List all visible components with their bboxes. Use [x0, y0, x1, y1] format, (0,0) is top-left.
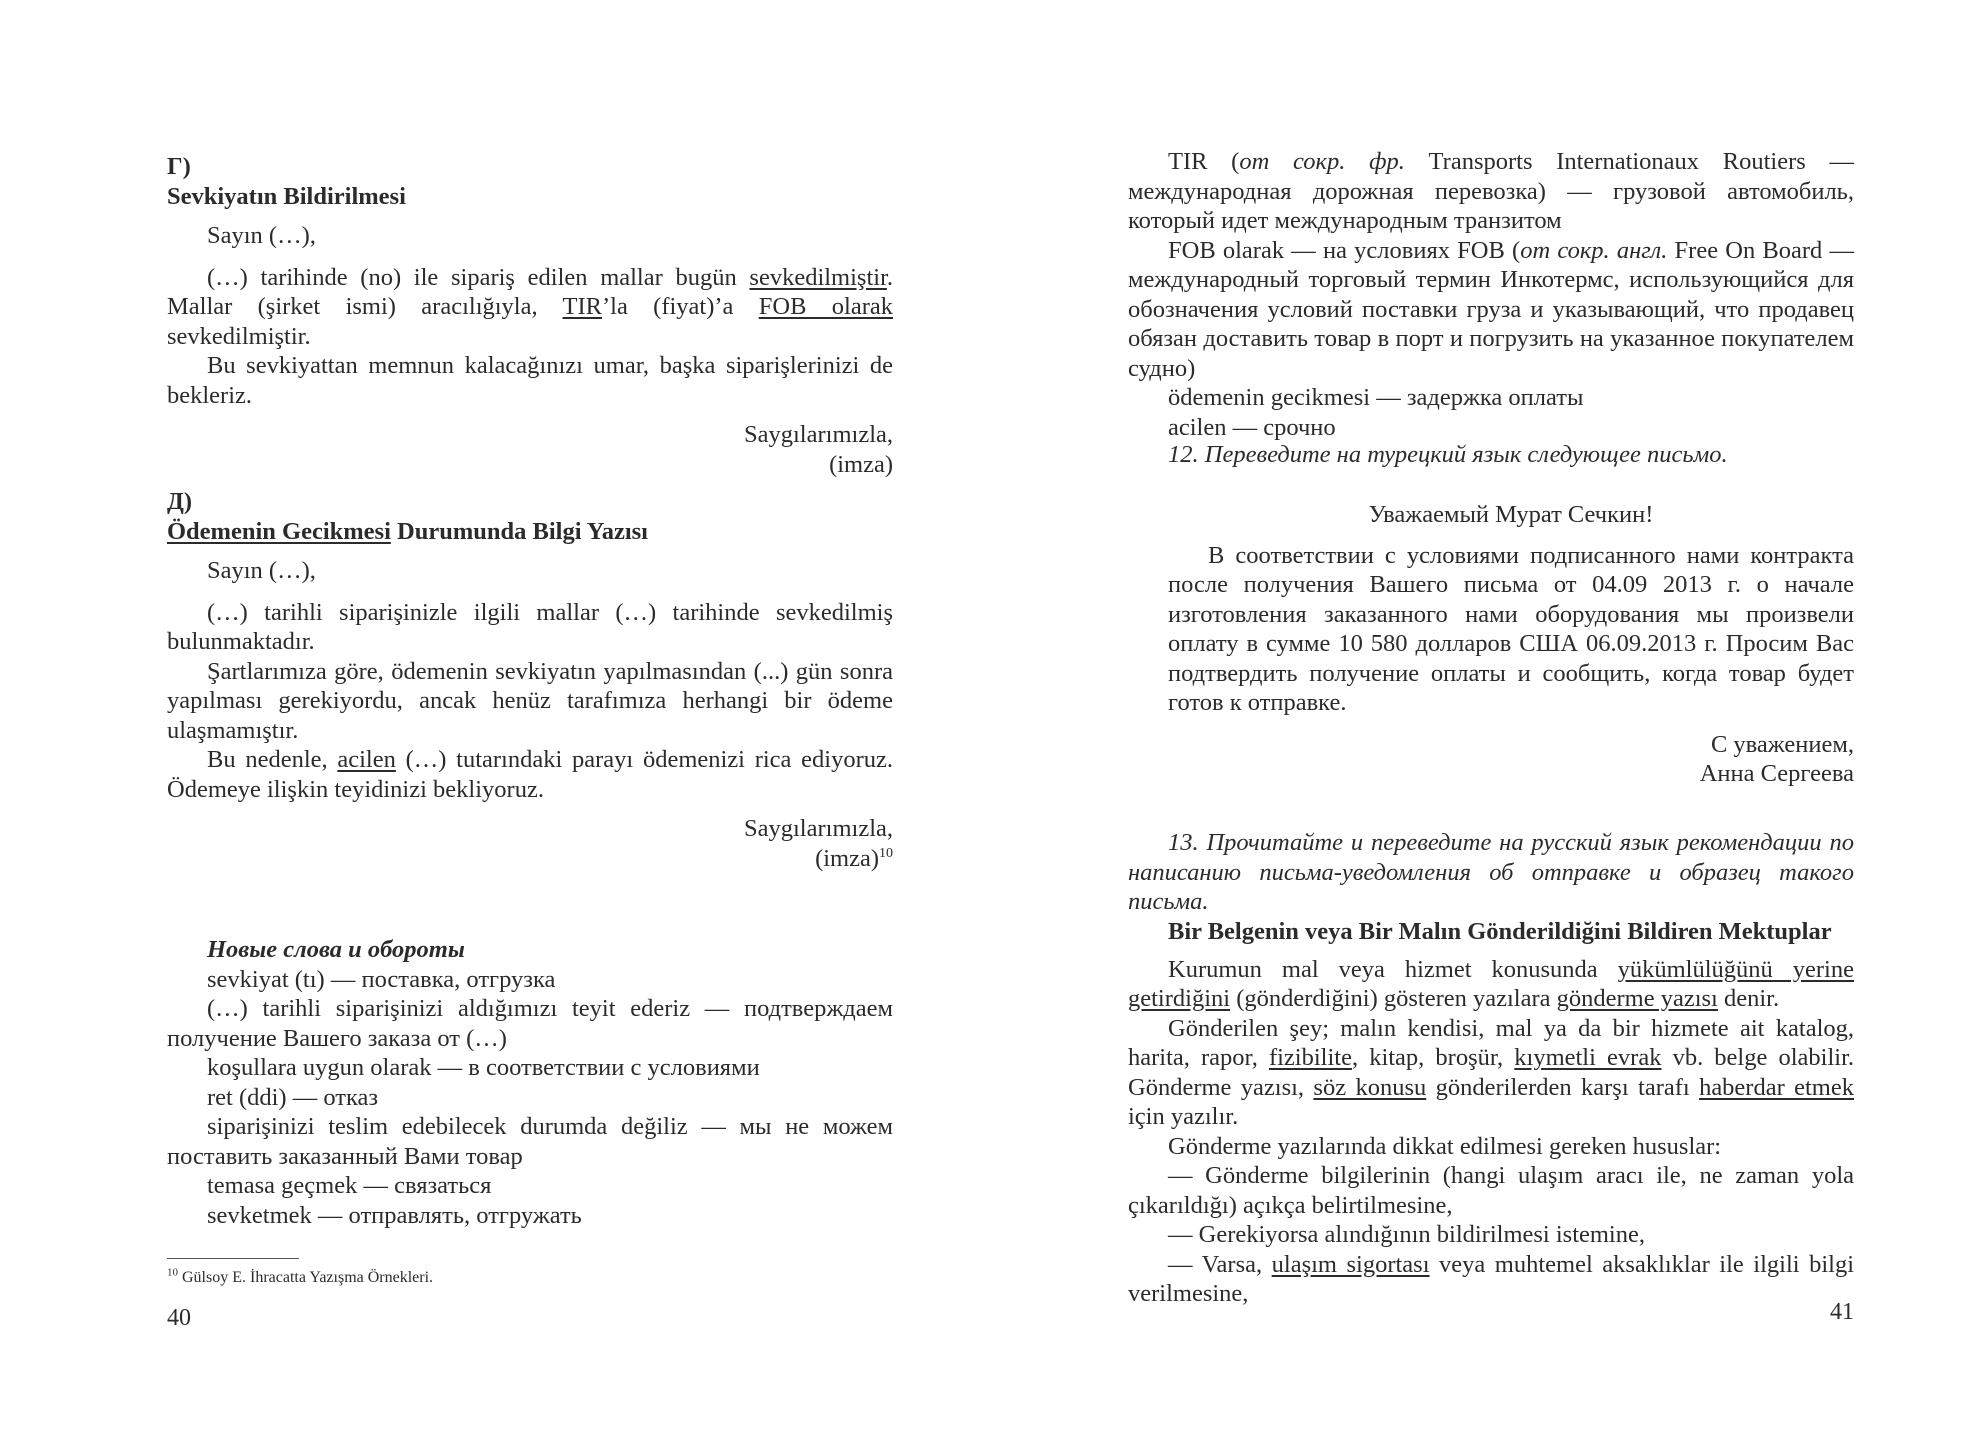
letter-signature: Анна Сергеева: [1699, 760, 1854, 787]
bullet-item: — Varsa, ulaşım sigortası veya muhtemel aksaklıklar ile ilgili bilgi verilmesine,: [1128, 1250, 1855, 1307]
section-d-letter: Д): [167, 488, 193, 515]
russian-letter: [1168, 500, 1854, 789]
vocabulary-heading: Новые слова и обороты: [207, 936, 465, 963]
letter-body: В соответствии с условиями подписанного нами контракта после получения Вашего письма от 04.09 2013 г. о начале изготовления заказанного нами оборудования мы произвели оплату в сумме 10 580 долларов США 06.09.2013 г. Просим Вас подтвердить получение оплаты и сообщить, когда товар будет готов к отправке.: [1168, 541, 1854, 716]
vocab-item: acilen — срочно: [1168, 413, 1336, 441]
section-g-closing: Saygılarımızla,: [744, 421, 893, 448]
section-d-closing: Saygılarımızla,: [744, 815, 893, 842]
section-g-letter: Г): [167, 153, 191, 180]
footnote-rule: [167, 1258, 299, 1259]
vocab-item: siparişinizi teslim edebilecek durumda değiliz — мы не можем поставить заказанный Вами товар: [167, 1113, 893, 1170]
vocabulary-section: [167, 935, 893, 1230]
vocab-item: sevkiyat (tı) — поставка, отгрузка: [207, 965, 556, 993]
section-d-paragraph-3: Bu nedenle, acilen (…) tutarındaki parayı ödemenizi rica ediyoruz. Ödemeye ilişkin teyidinizi bekliyoruz.: [167, 746, 893, 803]
section-g: [167, 152, 893, 479]
footnote: $^{10}$ Gülsoy E. İhracatta Yazışma Örnekleri.: [167, 1266, 434, 1286]
bullet-item: — Gerekiyorsa alındığının bildirilmesi istemine,: [1168, 1221, 1645, 1248]
vocab-item-tir: TIR (от сокр. фр. Transports Internationaux Routiers — международная дорожная перевозка) — грузовой автомобиль, который идет международным транзитом: [1128, 148, 1855, 234]
section-d-paragraph-2: Şartlarımıza göre, ödemenin sevkiyatın yapılmasından (...) gün sonra yapılması gerekiyordu, ancak henüz tarafımıza herhangi bir ödeme ulaşmamıştır.: [167, 657, 893, 744]
letter-closing: С уважением,: [1710, 730, 1854, 758]
section-d: [167, 487, 893, 873]
vocab-item: ret (ddi) — отказ: [207, 1083, 379, 1111]
vocab-item: (…) tarihli siparişinizi aldığımızı teyit ederiz — подтверждаем получение Вашего заказа от (…): [167, 995, 893, 1052]
vocab-item: koşullara uygun olarak — в соответствии с условиями: [207, 1054, 760, 1081]
vocab-item-fob: FOB olarak — на условиях FOB (от сокр. англ. Free On Board — международный торговый термин Инкотермс, использующийся для обозначения условий поставки груза и указывающий, что продавец обязан доставить товар в порт и погрузить на указанное покупателем судно): [1128, 236, 1854, 382]
vocabulary-continued: [1128, 147, 1854, 442]
section-d-paragraph-1: (…) tarihli siparişinizle ilgili mallar (…) tarihinde sevkedilmiş bulunmaktadır.: [167, 598, 893, 655]
section-g-title: Sevkiyatın Bildirilmesi: [167, 182, 406, 210]
section-g-salutation: Sayın (…),: [207, 222, 316, 249]
section-g-signature: (imza): [829, 450, 893, 478]
section-title: Bir Belgenin veya Bir Malın Gönderildiğini Bildiren Mektuplar: [1168, 918, 1832, 945]
letter-greeting: Уважаемый Мурат Сечкин!: [1368, 501, 1654, 528]
section-paragraph-1: Kurumun mal veya hizmet konusunda yükümlülüğünü yerine getirdiğini (gönderdiğini) gösteren yazılara gönderme yazısı denir.: [1128, 955, 1854, 1012]
section-paragraph-2: Gönderilen şey; malın kendisi, mal ya da bir hizmete ait katalog, harita, rapor, fizibilite, kitap, broşür, kıymetli evrak vb. belge olabilir. Gönderme yazısı, söz konusu gönderilerden karşı tarafı haberdar etmek için yazılır.: [1128, 1014, 1854, 1130]
vocab-item: sevketmek — отправлять, отгружать: [207, 1201, 582, 1229]
section-paragraph-3: Gönderme yazılarında dikkat edilmesi gereken hususlar:: [1168, 1132, 1722, 1160]
section-g-paragraph-2: Bu sevkiyattan memnun kalacağınızı umar, başka siparişlerinizi de bekleriz.: [167, 352, 893, 409]
exercise-12-instruction: 12. Переведите на турецкий язык следующее письмо.: [1168, 441, 1728, 468]
page-number-left: 40: [167, 1305, 191, 1331]
page-number-right: 41: [1830, 1299, 1854, 1325]
vocab-item: ödemenin gecikmesi — задержка оплаты: [1168, 384, 1584, 411]
vocab-item: temasa geçmek — связаться: [207, 1172, 492, 1199]
bullet-item: — Gönderme bilgilerinin (hangi ulaşım aracı ile, ne zaman yola çıkarıldığı) açıkça belirtilmesine,: [1128, 1162, 1854, 1219]
section-g-paragraph-1: (…) tarihinde (no) ile sipariş edilen mallar bugün sevkedilmiştir. Mallar (şirket ismi) aracılığıyla, TIR’la (fiyat)’a FOB olarak sevkedilmiştir.: [167, 263, 893, 350]
section-d-signature: (imza)$^{10}$: [815, 844, 893, 872]
section-d-title: Ödemenin Gecikmesi Durumunda Bilgi Yazısı: [167, 517, 648, 545]
section-d-salutation: Sayın (…),: [207, 557, 316, 584]
section-sending-letters: [1128, 917, 1854, 1309]
exercise-13-instruction: 13. Прочитайте и переведите на русский язык рекомендации по написанию письма-уведомления об отправке и образец такого письма.: [1128, 829, 1854, 915]
